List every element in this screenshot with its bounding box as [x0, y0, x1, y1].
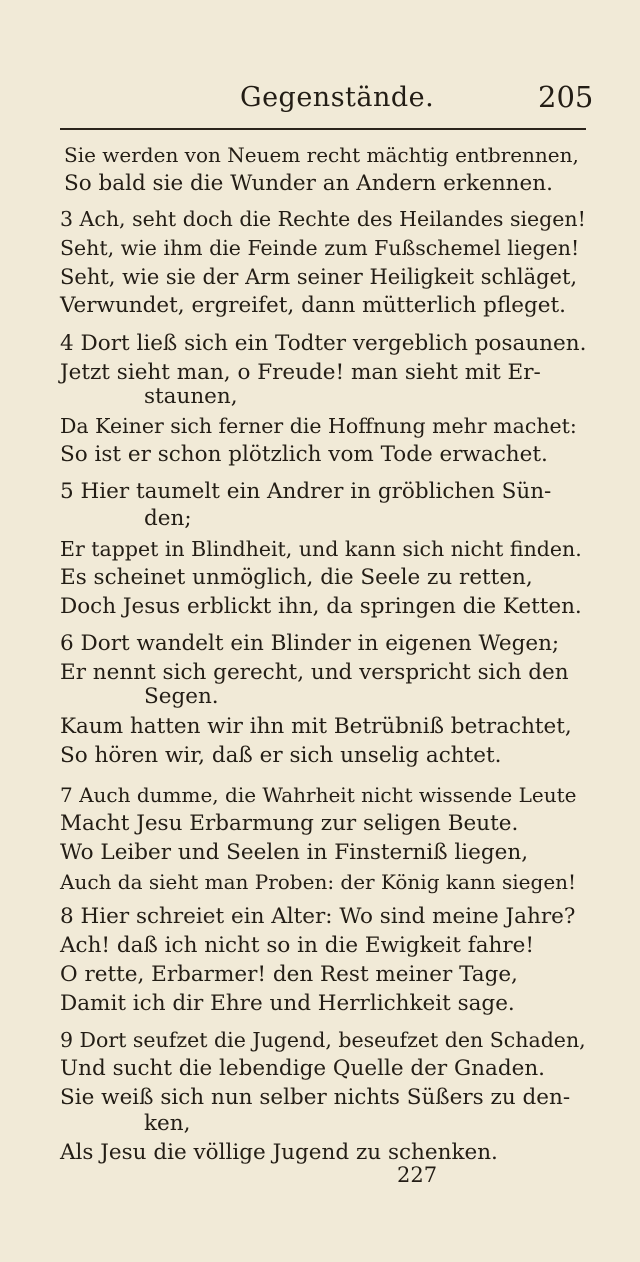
verse-line: So bald sie die Wunder an Andern erkennen.: [64, 171, 553, 196]
verse-line-continuation: ken,: [144, 1111, 191, 1136]
header-rule: [60, 128, 586, 130]
verse-line: Er nennt sich gerecht, und verspricht sich den: [60, 660, 569, 685]
verse-line: Seht, wie ihm die Feinde zum Fußschemel liegen!: [60, 236, 580, 260]
verse-line: Ach! daß ich nicht so in die Ewigkeit fahre!: [60, 933, 535, 958]
verse-line: Verwundet, ergreifet, dann mütterlich pfleget.: [60, 293, 566, 318]
verse-line: Da Keiner sich ferner die Hoffnung mehr machet:: [60, 414, 577, 438]
verse-line: So ist er schon plötzlich vom Tode erwachet.: [60, 442, 548, 467]
page-number: 205: [538, 80, 594, 114]
verse-line: So hören wir, daß er sich unselig achtet.: [60, 743, 502, 768]
verse-line: Damit ich dir Ehre und Herrlichkeit sage.: [60, 991, 515, 1016]
verse-line: 3 Ach, seht doch die Rechte des Heilandes siegen!: [60, 207, 586, 231]
verse-line: 5 Hier taumelt ein Andrer in gröblichen Sün-: [60, 479, 552, 504]
verse-line: Er tappet in Blindheit, und kann sich nicht finden.: [60, 537, 582, 561]
verse-line: Als Jesu die völlige Jugend zu schenken.: [60, 1140, 498, 1165]
verse-line-continuation: Segen.: [144, 684, 219, 709]
verse-line: Sie weiß sich nun selber nichts Süßers zu den-: [60, 1085, 571, 1110]
verse-line: Wo Leiber und Seelen in Finsterniß liegen,: [60, 840, 529, 865]
verse-line: Es scheinet unmöglich, die Seele zu retten,: [60, 565, 533, 590]
verse-line: Und sucht die lebendige Quelle der Gnaden.: [60, 1056, 546, 1081]
verse-line: 6 Dort wandelt ein Blinder in eigenen Wegen;: [60, 631, 560, 656]
verse-line: Auch da sieht man Proben: der König kann siegen!: [60, 870, 577, 894]
running-header: [0, 78, 640, 118]
verse-line: 4 Dort ließ sich ein Todter vergeblich posaunen.: [60, 331, 587, 356]
verse-line: Sie werden von Neuem recht mächtig entbrennen,: [64, 143, 579, 167]
verse-line-continuation: den;: [144, 506, 192, 531]
header-title: Gegenstände.: [240, 82, 435, 113]
verse-line: Macht Jesu Erbarmung zur seligen Beute.: [60, 811, 519, 836]
verse-line: Doch Jesus erblickt ihn, da springen die Ketten.: [60, 594, 582, 619]
verse-line: O rette, Erbarmer! den Rest meiner Tage,: [60, 962, 518, 987]
verse-line: Jetzt sieht man, o Freude! man sieht mit Er-: [60, 360, 541, 385]
verse-line: 7 Auch dumme, die Wahrheit nicht wissende Leute: [60, 783, 577, 807]
verse-line: Seht, wie sie der Arm seiner Heiligkeit schläget,: [60, 265, 578, 289]
verse-line-continuation: staunen,: [144, 384, 238, 409]
verse-line: 9 Dort seufzet die Jugend, beseufzet den Schaden,: [60, 1028, 586, 1052]
verse-line: Kaum hatten wir ihn mit Betrübniß betrachtet,: [60, 714, 572, 739]
signature-mark: 227: [397, 1163, 438, 1187]
verse-line: 8 Hier schreiet ein Alter: Wo sind meine Jahre?: [60, 904, 576, 929]
